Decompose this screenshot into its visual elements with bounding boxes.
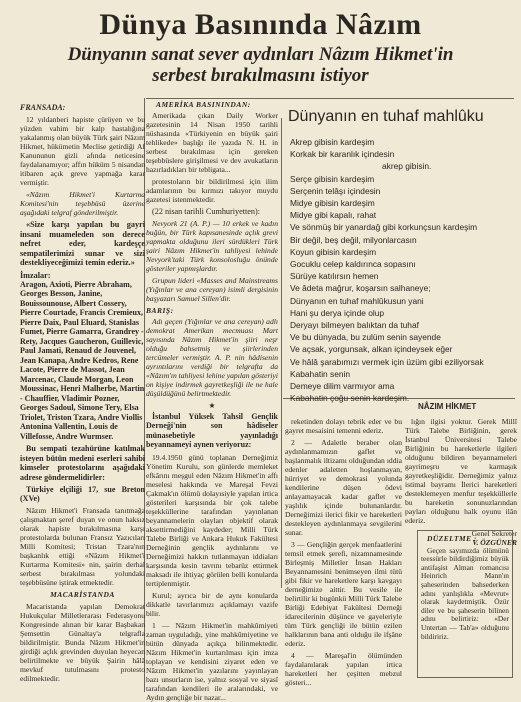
poem-line: Akrep gibisin kardeşim	[290, 137, 375, 147]
poem-line: Ve âdeta mağrur, koşarsın salhaneye;	[290, 283, 431, 294]
poem-body	[290, 136, 510, 404]
poem-line: akrep gibisin.	[382, 161, 432, 172]
paragraph: Kurul; ayrıca bir de aynı konularda dikkatle tavırlarımızı açıklamayı vazife bilir.	[146, 590, 278, 618]
poem-line: Korkak bir karanlık içindesin	[290, 149, 395, 160]
paragraph: 12 yıldanberi hapiste çürüyen ve bu yüzden vahim bir kalp hastalığına yakalanmış olan büyük Türk şairi Nâzım Hikmet, hükümetin Meclise getirdiği Af Kanununun gizli afında neticesine faydalanamıyor; affın hüküm 5 nisandan itibaren açık greve yapmağa karar vermiştir.	[20, 115, 145, 187]
poem-line: Bir değil, beş değil, milyonlarcasın	[290, 234, 417, 245]
column-divider-2	[281, 118, 282, 588]
column-france	[20, 101, 145, 691]
section-head-baris: BARIŞ:	[146, 306, 174, 315]
declaration-head: İstanbul Yüksek Tahsil Gençlik Derneği'nin son hâdiseler münasebetiyle yayınladığı beyannameyi aynen veriyoruz:	[146, 412, 278, 450]
paragraph: 1 — Nâzım Hikmet'in mahkûmiyeti zaman uyguladığı, yine mahkûmiyetine ve bütün dünyada açıkça bilinmektedir. Nâzım Hikmet'in kurtarılması için imza toplayan ve kendisini ziyaret eden ve Nâzım Hikmet'in yazılarını yayınlayan bazı unsurların ise, yalnız sosyal ve siyasî tarafından kendileri ile aralarındaki, ve Aydın gençliğe bir nazar...	[146, 620, 278, 702]
embassy-address: Türkiye elçiliği 17, sue Breton (XVe)	[20, 485, 145, 504]
paragraph: Bu sempati tezahürüne katılmak isteyen bütün medeni eserleri sahibi kimseler protestolarını aşağıdaki adrese göndermelidirler:	[20, 444, 145, 482]
paragraph: reketinden dolayı tebrik eder ve bu gayret mesaisini temenni ederiz.	[285, 417, 402, 435]
poem-line: Ve hâlâ şarabımızı vermek için üzüm gibi eziliyorsak	[290, 356, 484, 367]
section-head-america: AMERİKA BASININDAN:	[156, 100, 251, 109]
telegram-text: «Size karşı yapılan bu gayri insani muameleden son derece nefret eder, kardeşçe sempatilerimizi sunar ve sizi destekliyeceğimizi temin ederiz.»	[20, 220, 145, 268]
paragraph: Nevyork 21 (A. P.) — 10 erkek ve kadın buğün, bir Türk kapısanesinde açlık grevi yapmakta olduğunu ileri sürdükleri Türk şairi Nâzım Hikmet'in tahliyesi lehinde Nevyork'taki Türk konsolosluğu önünde gösteriler yapmışlardır.	[146, 219, 278, 273]
paragraph: (22 nisan tarihli Cumhuriyetten):	[152, 207, 261, 216]
signature-name: V. ÖZGÜNER	[472, 538, 517, 547]
poem-line: Hani şu derya içinde olup	[290, 307, 385, 318]
signatories-list: Aragon, Axioti, Pierre Abraham, Georges Besson, Janine, Bouissounouse, Albert Cossery, Pierre Courtade, Francis Cremieux, Pierre Daix, Paul Eluard, Stanislas Fumet, Pierre Gamarra, Grandrey - Rety, Jacques Gaucheron, Guillevic, Paul Jamati, Renaud de Jouvenel, Jean Kanapa, Andre Kedros, Rene Lacote, Pierre de Massot, Jean Marcenac, Claude Morgan, Leon Moussinac, Henri Malherbe, Martin - Chauffier, Vladimir Pozner, Georges Sadoul, Simone Tery, Elsa Triolet, Triston Tzara, Andre Viollis Antonina Vallentin, Louis de Villefosse, Andre Wurmser.	[20, 279, 145, 441]
poem-line: Serçenin telâşı içindesin	[290, 185, 381, 196]
poem-line: Deryayı bilmeyen balıktan da tuhaf	[290, 320, 419, 331]
poem-line: Koyun gibisin kardeşim	[290, 246, 377, 257]
section-head-hungary: MACARİSTANDA	[50, 590, 115, 600]
star-separator: ★	[208, 401, 216, 410]
correction-text: Geçen sayımızda ölümünü teessürle bildirdiğimiz büyük antifaşist Alman romancısı Heinrich Mann'ın şaheserinden bahsederken adını yanlışlıkla «Mevrut» olarak kaydetmiştik. Özür diler ve bu şaheserin bilinen adını belirtiriz: «Der Untertan — Tab'a» olduğunu bildiririz.	[421, 545, 509, 641]
poem-line: Kabahatin çoğu senin kardeşim.	[290, 393, 410, 404]
poem-line: Ve bu dünyada, bu zulüm senin sayende	[290, 332, 441, 343]
poem-line: Midye gibisin kardeşim	[290, 198, 375, 209]
page-subtitle	[10, 44, 511, 86]
paragraph: 4 — Mareşal'in ölümünden faydalanılarak yapılan irtica hareketleri her çeşitten mebzul gösteri...	[285, 651, 402, 687]
paragraph: «Nâzım Hikmet'i Kurtarma Komitesi'nin teşebbüsü üzerine aşağıdaki telgraf gönderilmiştir.	[20, 190, 145, 217]
paragraph: 3 — Gençliğin gerçek menfaatlerini temsil etmek şerefi, nizamnamesinde Birleşmiş Milletler İnsan Hakları Beyannamesini benimseyen ilmi tütü gibi fikir ve hareketlere karşı kavgayı derneğimize aittir. Bu vesile ile belirtilir ki bugünkü Milli Türk Talebe Birliği Edebiyat Fakültesi Derneği idarecilerinin düşünce ve gayeleriyle tüm Türk gençliği ile bütün ezilen halklarının bana anti olduğu ile ifşâne ederiz.	[285, 540, 402, 648]
signatories-label: İmzalar:	[20, 270, 51, 280]
subtitle-line-1: Dünyanın sanat sever aydınları Nâzım Hikmet'in	[67, 44, 454, 65]
poem-line: Sürüye katılırsın hemen	[290, 271, 379, 282]
correction-title: DÜZELTME :	[427, 534, 477, 543]
poem-line: Ve açsak, yorgunsak, alkan içindeysek eğer	[290, 344, 453, 355]
page-title: Dünya Basınında Nâzım	[99, 8, 422, 41]
poem-line: Dünyanın en tuhaf mahlûkusun yani	[290, 295, 424, 306]
poem-line: Kabahatin senin	[290, 368, 351, 379]
paragraph: protestoların bir bildirilmesi için ilim adamlarının bu kırmızı takıyor muydu gazetesi istenmektedir.	[146, 177, 278, 204]
poem-line: Gocuklu celep kaldırınca sopasını	[290, 259, 416, 270]
subtitle-line-2: serbest bırakılmasını istiyor	[152, 65, 369, 86]
poem-line: Midye gibi kapalı, rahat	[290, 210, 377, 221]
section-head-france: FRANSADA:	[20, 103, 66, 112]
paragraph: lığın ilgisi yoktur. Gerek Millî Türk Talebe Birliğinin, gerek İstanbul Üniversitesi Talebe Birliğinin bu hareketlerle ilgileri olduğunu bildiren beyannameleri gayrimeşru ve karmaşık gayretkeşliğidir. Derneğimiz yalnız istimal bayramı İlerici hareketleri desteklemeyen menfur teşekküllerle bu hareketin sonunuzlarından payları olduğunu halk oyunu ilân ederiz.	[405, 417, 517, 525]
poem-line: Ve sönmüş bir yanardağ gibi korkunçsun kardeşim	[290, 222, 478, 233]
poem-signature: NÂZIM HİKMET	[418, 402, 477, 411]
signature-role: Genel Sekreter	[471, 529, 517, 538]
paragraph: Macaristanda yapılan Demokrat Hukukçular Milletlerarası Federasyonu Kongresinde alınan bir karar Başbakan Şemsettin Günaltay'a telgrafla bildirilmiştir. Bunda Nâzım Hikmet'in girdiği açlık grevinden duyulan heyecan belirtilmekte ve büyük Şairin hâlâ mevkuf tutulmasını protesto edilmektedir.	[20, 602, 145, 684]
correction-box	[417, 530, 513, 678]
poem-line: Serçe gibisin kardeşim	[290, 173, 375, 184]
poem-title: Dünyanın en tuhaf mahlûku	[288, 108, 484, 125]
poem-line: Demeye dilim varmıyor ama	[290, 381, 395, 392]
paragraph: Amerikada çıkan Daily Worker gazetesinin 14 Nisan 1950 tarihli nüshasında «Türkiyenin en büyük şairi tehlikede» başlığı ile yazıda N. H. in serbest bırakılması için gereken teşebbüslere girişilmesi ve dev avukatların hazırladıkları bir tebligata...	[146, 111, 278, 174]
paragraph: 19.4.1950 günü toplanan Derneğimiz Yönetim Kurulu, son günlerde memleket efkârını meşgul eden Nâzım Hikmet'in affı meselesi hakkında ve Mareşal Fevzi Çakmak'ın ölümü dolayısiyle yapılan irtica gösterileri karşısında bir çok talebe teşekküllerine tarafından yayınlanan beyannamelerin olayları objektif olarak aksettirmediğini kaydeder; Milli Türk Talebe Birliği ve Ankara Hukuk Fakültesi Derneğinin gençlik aydınlarını ve Derneğimizi hakkın tutlanmayan iddiaları karşısında kesin tavrını tebarüz ettirmek maksadı ile ihtiyaç görülen belli konularda tertiplenmiştir.	[146, 452, 278, 588]
paragraph: Nâzım Hikmet'i Fransada tanıtmağa çalışmaktan şeref duyan ve onun haksız olarak hapiste bırakılmasına karşı protestolarda bulunan Fransız Yazıcıları Milli Komitesi; Tristan Tzara'nın başkanlık ettiği «Nâzım Hikmet'i Kurtarma Komitesi» nin, şairin derhal serbest bırakılması yolundaki teşebbüsüne iştirak etmektedir.	[20, 506, 145, 588]
paragraph: Grupun lideri «Masses and Mainstreams (Yığınlar ve ana cereyan) isimli dergisinin başyazarı Samuel Sillen'dir.	[146, 276, 278, 303]
paragraph: 2 — Adaletle beraber olan aydınlanmamızın gaflet ve başlanmalık iltizamı olduğundan ıddia edenler adaletten hoşlanmayan, hürriyet ve demokrasi yolunda kendilerine düşen ödevi anlayamayacak kadar gaflet ve yaşlılık içinde bulunanlardır. Derneğimizi ilerici fikir ve hareketleri destekleyen aydınlanmaya sevgilerini sunar.	[285, 438, 402, 537]
paragraph: Adı geçen (Yığınlar ve ana cereyan) adlı demokrat Amerikan mecmuası Mart sayısında Nâzım Hikmet'in şiiri neşr olduğu bahsetmiş ve şiirlerinden tercümeler vermiştir. A. P. nin hâdisenin ayrıntılarını verdiği bir telgrafta da «Nâzım'ın tahliyesi lehine yapılan gösteriyi on kişiye indirmek gayretkeşliği ile ne hale düşüldüğünü belirtmektedir.	[146, 317, 278, 398]
column-america	[146, 99, 278, 702]
column-declaration-cont	[285, 417, 402, 692]
